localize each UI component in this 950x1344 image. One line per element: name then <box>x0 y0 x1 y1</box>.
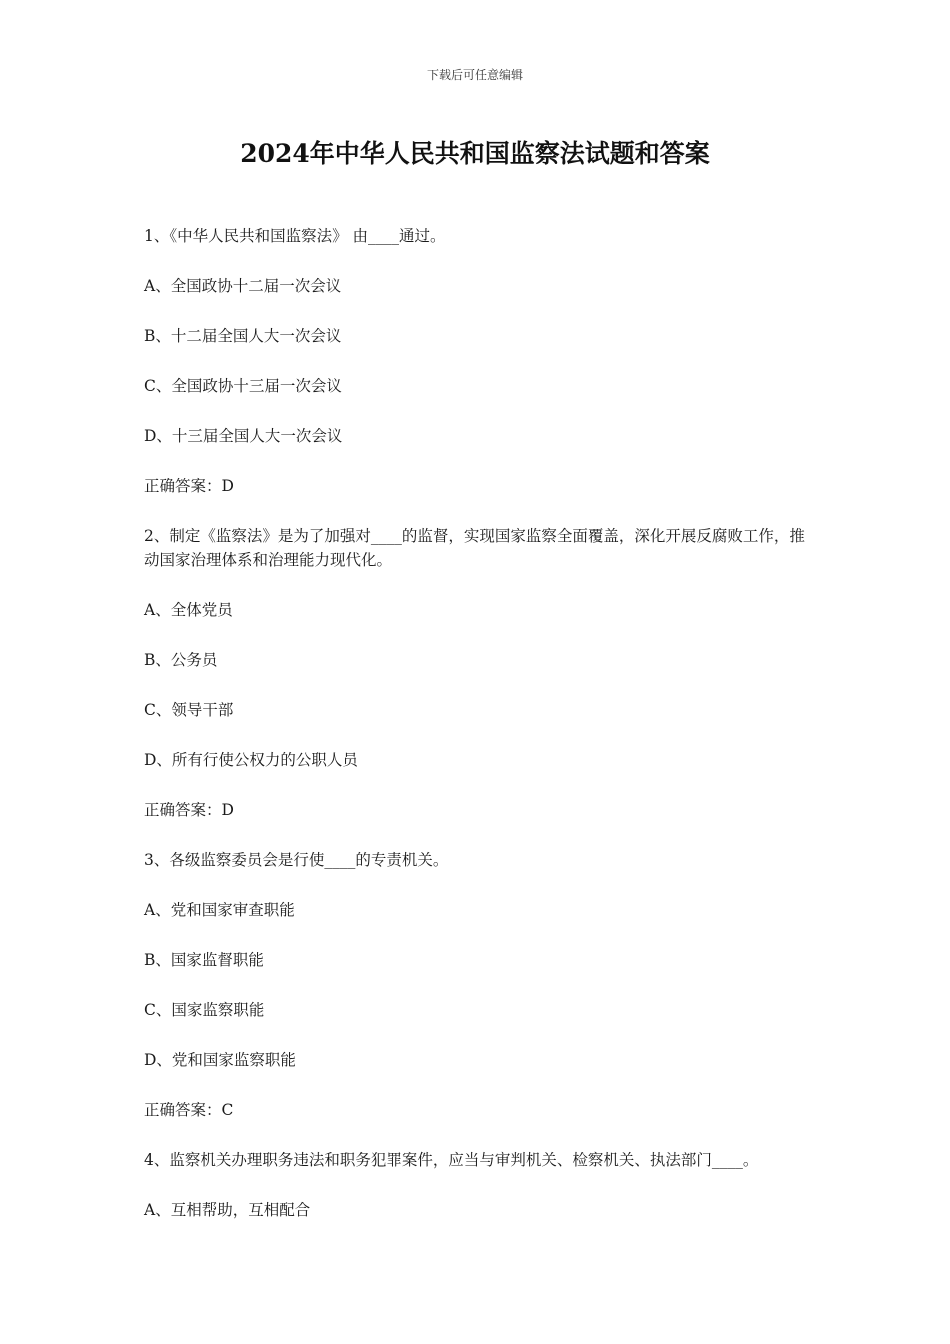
question-text: 2、制定《监察法》是为了加强对____的监督，实现国家监察全面覆盖，深化开展反腐败工作，推动国家治理体系和治理能力现代化。 <box>144 527 805 569</box>
question-text: 3、各级监察委员会是行使____的专责机关。 <box>144 851 449 869</box>
option-d: D、十三届全国人大一次会议 <box>144 427 343 445</box>
question-block-2 <box>144 524 812 822</box>
option-a: A、全国政协十二届一次会议 <box>144 277 342 295</box>
option-b: B、国家监督职能 <box>144 951 264 969</box>
option-c: C、全国政协十三届一次会议 <box>144 377 342 395</box>
option-d: D、党和国家监察职能 <box>144 1051 296 1069</box>
option-a: A、党和国家审查职能 <box>144 901 295 919</box>
header-note: 下载后可任意编辑 <box>426 68 523 82</box>
option-d: D、所有行使公权力的公职人员 <box>144 751 358 769</box>
correct-answer: 正确答案：D <box>144 801 234 819</box>
option-a: A、全体党员 <box>144 601 233 619</box>
correct-answer: 正确答案：D <box>144 477 234 495</box>
question-block-3 <box>144 848 812 1122</box>
option-c: C、领导干部 <box>144 701 234 719</box>
option-c: C、国家监察职能 <box>144 1001 265 1019</box>
option-b: B、十二届全国人大一次会议 <box>144 327 342 345</box>
correct-answer: 正确答案：C <box>144 1101 234 1119</box>
question-text: 4、监察机关办理职务违法和职务犯罪案件，应当与审判机关、检察机关、执法部门____。 <box>144 1151 759 1169</box>
question-text: 1、《中华人民共和国监察法》 由____通过。 <box>144 227 446 245</box>
option-b: B、公务员 <box>144 651 218 669</box>
question-list <box>144 224 812 1248</box>
option-a: A、互相帮助，互相配合 <box>144 1201 311 1219</box>
question-block-4 <box>144 1148 812 1222</box>
document-title: 2024年中华人民共和国监察法试题和答案 <box>240 139 710 168</box>
question-block-1 <box>144 224 812 498</box>
